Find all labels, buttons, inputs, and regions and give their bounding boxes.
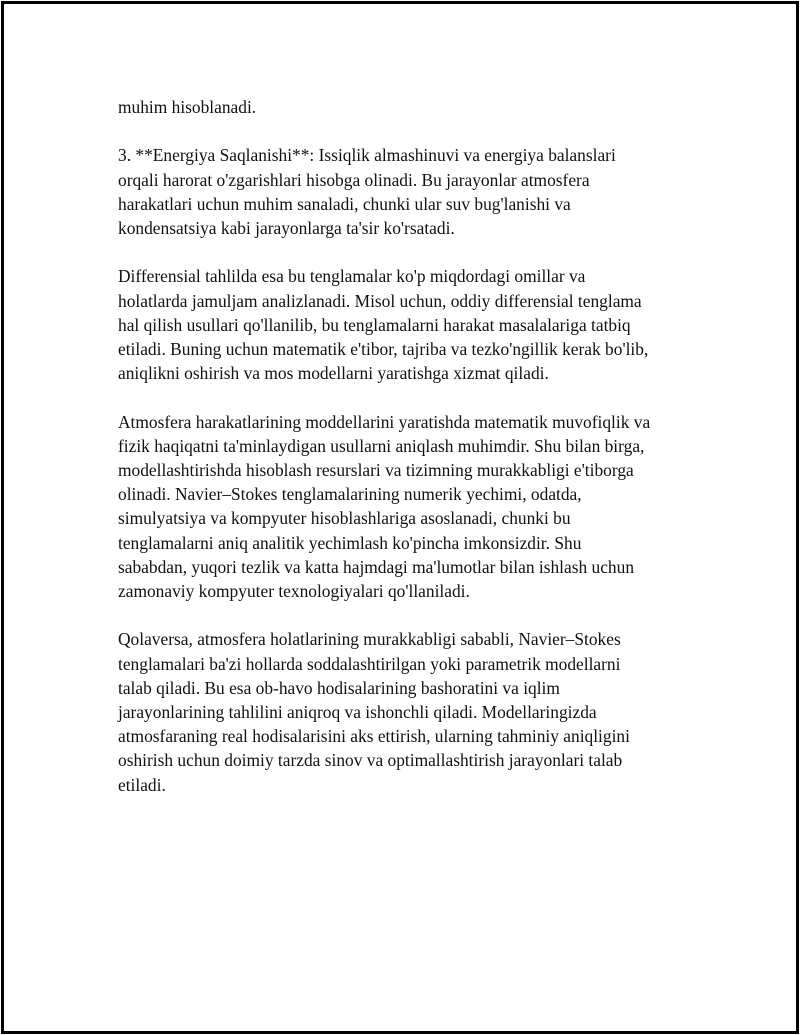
paragraph-continuation: muhim hisoblanadi. [118, 97, 257, 117]
paragraph-conclusion: Qolaversa, atmosfera holatlarining murakkabligi sababli, Navier–Stokes tenglamalari ba'zi hollarda soddalashtirilgan yoki parametrik modellarni talab qiladi. Bu esa ob-havo hodisalarining bashoratini va iqlim jarayonlarining tahlilini aniqroq va ishonchli qiladi. Modellaringizda atmosfaraning real hodisalarisini aks ettirish, ularning tahminiy aniqligini oshirish uchun doimiy tarzda sinov va optimallashtirish jarayonlari talab etiladi. [118, 629, 630, 795]
document-body [118, 95, 698, 821]
paragraph-energy-conservation: 3. **Energiya Saqlanishi**: Issiqlik almashinuvi va energiya balanslari orqali harorat o'zgarishlari hisobga olinadi. Bu jarayonlar atmosfera harakatlari uchun muhim sanaladi, chunki ular suv bug'lanishi va kondensatsiya kabi jarayonlarga ta'sir ko'rsatadi. [118, 145, 616, 238]
document-page [1, 1, 799, 1034]
paragraph-differential-analysis: Differensial tahlilda esa bu tenglamalar ko'p miqdordagi omillar va holatlarda jamuljam analizlanadi. Misol uchun, oddiy differensial tenglama hal qilish usullari qo'llanilib, bu tenglamalarni harakat masalalariga tatbiq etiladi. Buning uchun matematik e'tibor, tajriba va tezko'ngillik kerak bo'lib, aniqlikni oshirish va mos modellarni yaratishga xizmat qiladi. [118, 266, 649, 384]
paragraph-atmosphere-modeling: Atmosfera harakatlarining moddellarini yaratishda matematik muvofiqlik va fizik haqiqatni ta'minlaydigan usullarni aniqlash muhimdir. Shu bilan birga, modellashtirishda hisoblash resurslari va tizimning murakkabligi e'tiborga olinadi. Navier–Stokes tenglamalarining numerik yechimi, odatda, simulyatsiya va kompyuter hisoblashlariga asoslanadi, chunki bu tenglamalarni aniq analitik yechimlash ko'pincha imkonsizdir. Shu sababdan, yuqori tezlik va katta hajmdagi ma'lumotlar bilan ishlash uchun zamonaviy kompyuter texnologiyalari qo'llaniladi. [118, 411, 651, 602]
